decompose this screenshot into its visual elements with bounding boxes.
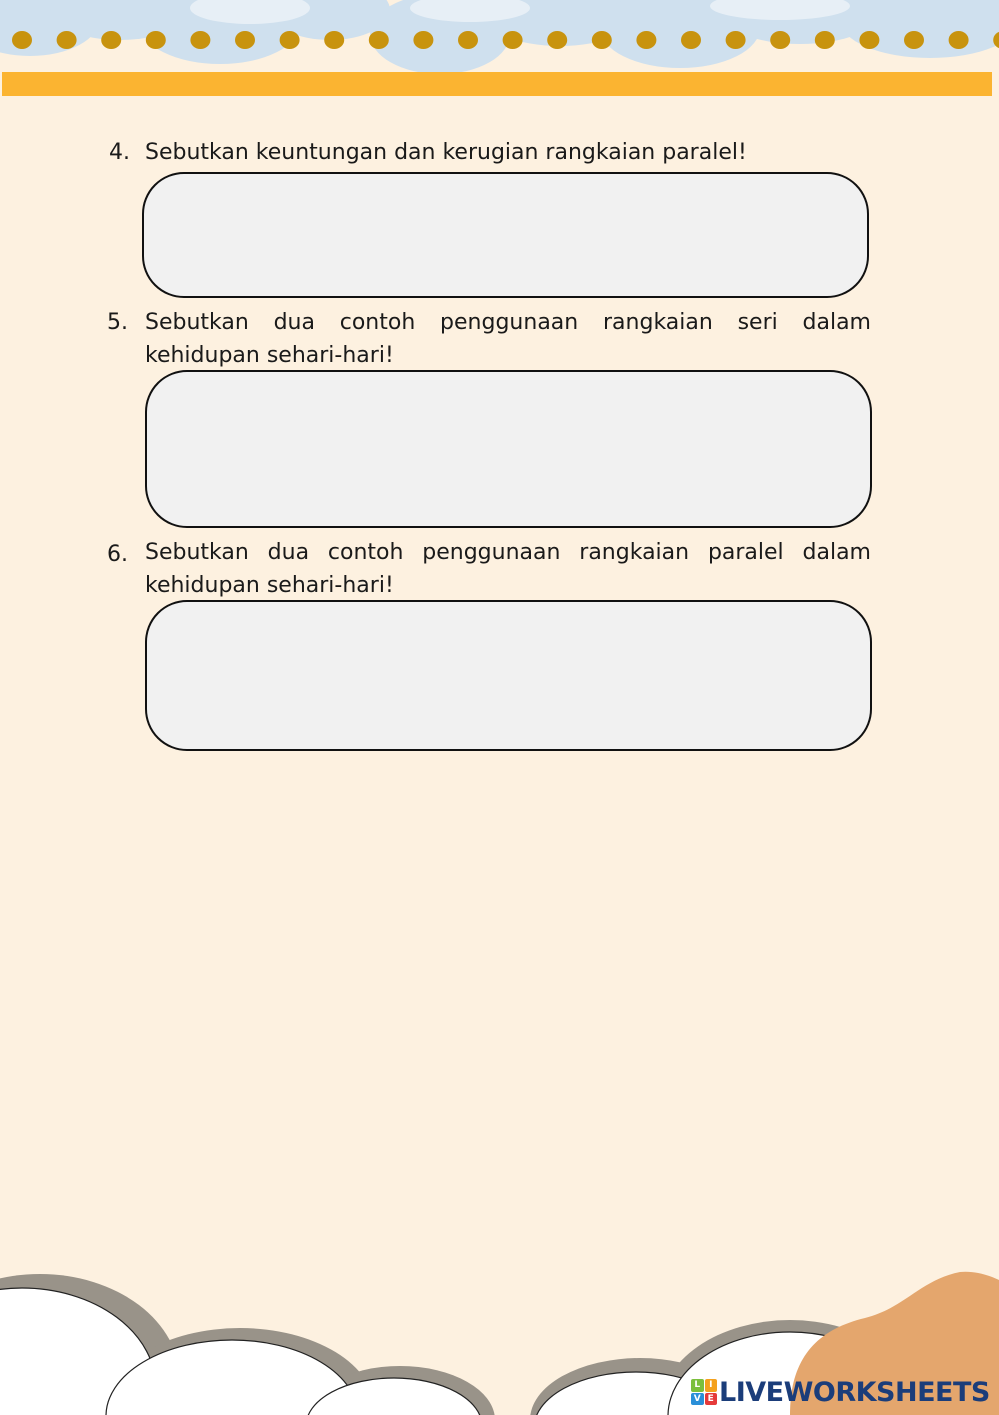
- decorative-dot: [726, 31, 746, 49]
- liveworksheets-brand: LIVEWORKSHEETS: [719, 1376, 990, 1408]
- question-6-number: 6.: [107, 542, 128, 567]
- decorative-dot: [458, 31, 478, 49]
- decorative-dot: [503, 31, 523, 49]
- liveworksheets-icon: L I V E: [691, 1379, 717, 1405]
- decorative-dot: [57, 31, 77, 49]
- question-4-text: Sebutkan keuntungan dan kerugian rangkaian paralel!: [145, 140, 747, 165]
- question-6-text: Sebutkan dua contoh penggunaan rangkaian paralel dalam kehidupan sehari-hari!: [145, 540, 871, 598]
- decorative-dot: [413, 31, 433, 49]
- question-5-text: Sebutkan dua contoh penggunaan rangkaian seri dalam kehidupan sehari-hari!: [145, 310, 871, 368]
- decorative-dot: [904, 31, 924, 49]
- decorative-dot: [949, 31, 969, 49]
- answer-box-6[interactable]: [145, 600, 872, 751]
- question-4-number: 4.: [109, 140, 130, 165]
- decorative-dot: [324, 31, 344, 49]
- decorative-dot: [681, 31, 701, 49]
- answer-box-4[interactable]: [142, 172, 869, 298]
- top-cloud-banner: [0, 0, 999, 75]
- decorative-dot: [280, 31, 300, 49]
- decorative-dot: [190, 31, 210, 49]
- decorative-dot: [369, 31, 389, 49]
- decorative-dot: [12, 31, 32, 49]
- decorative-dot: [859, 31, 879, 49]
- decorative-dot: [636, 31, 656, 49]
- decorative-dot: [592, 31, 612, 49]
- liveworksheets-logo[interactable]: [691, 1374, 990, 1410]
- question-5-number: 5.: [107, 310, 128, 335]
- decorative-dot: [547, 31, 567, 49]
- decorative-dot: [146, 31, 166, 49]
- decorative-dot: [101, 31, 121, 49]
- header-accent-bar: [2, 72, 992, 96]
- decorative-dot: [770, 31, 790, 49]
- answer-box-5[interactable]: [145, 370, 872, 528]
- decorative-dot: [235, 31, 255, 49]
- decorative-dot: [815, 31, 835, 49]
